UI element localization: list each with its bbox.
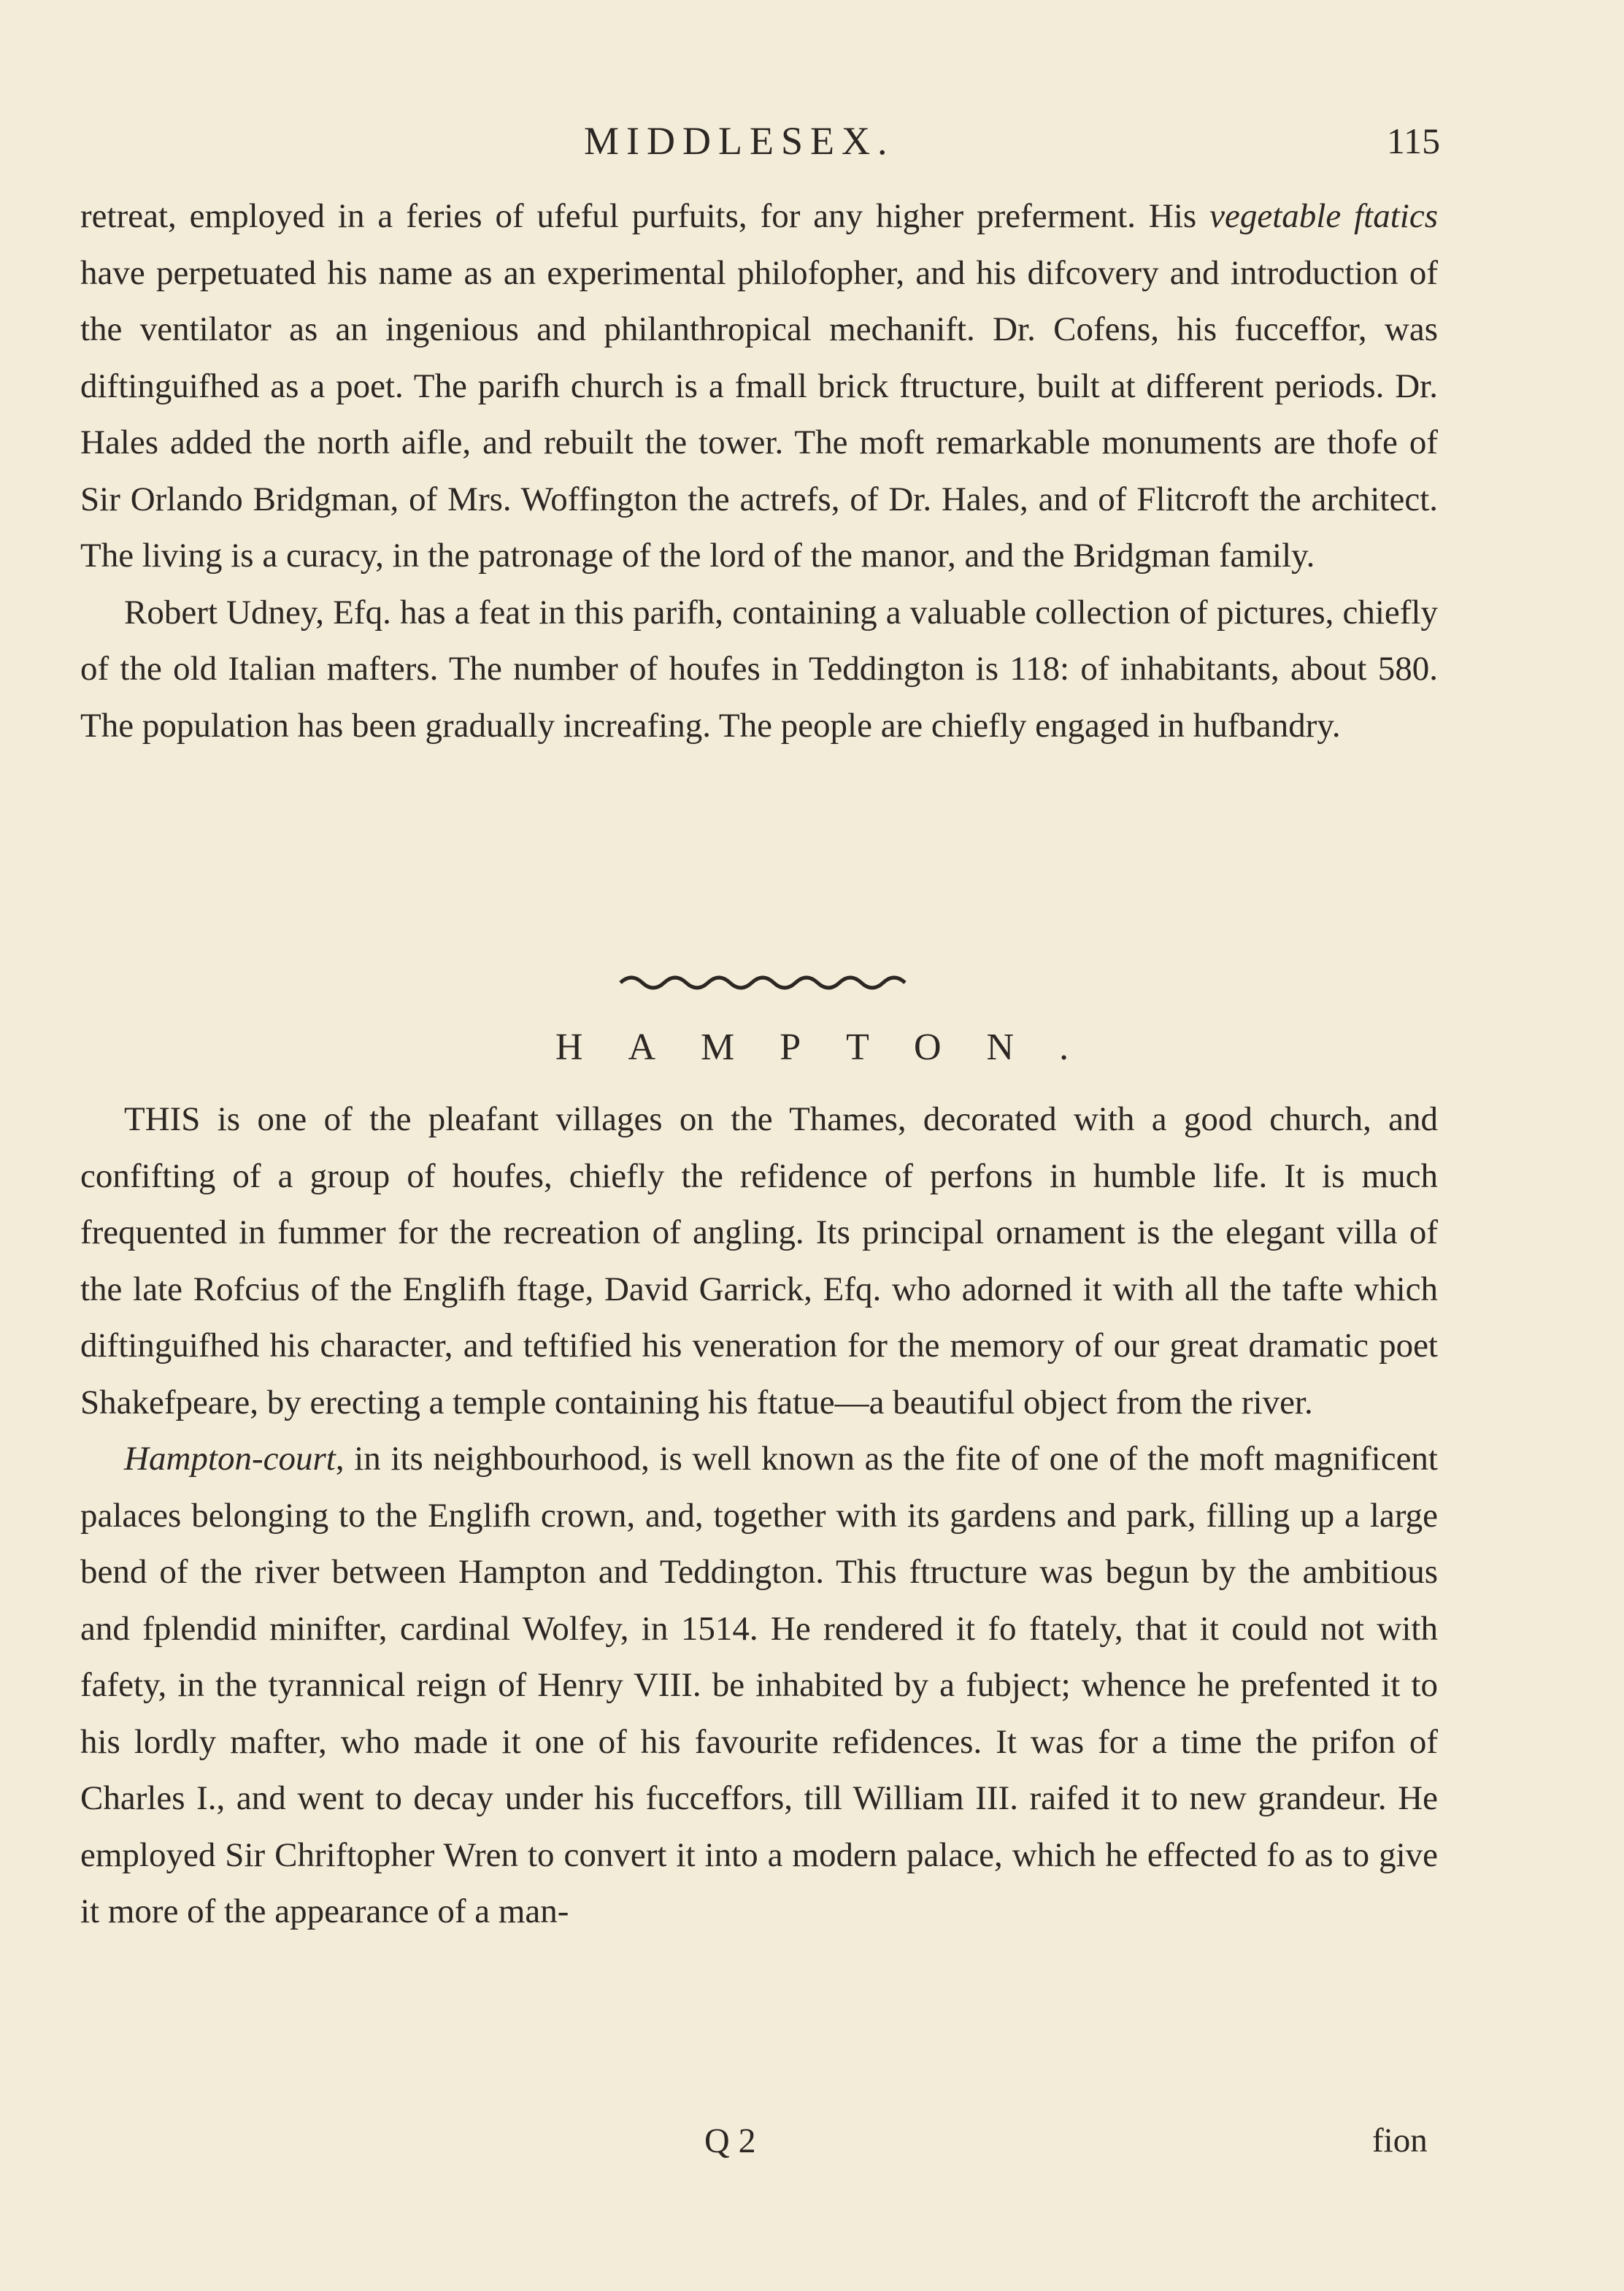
decorative-rule-ornament bbox=[617, 970, 909, 991]
catchword: fion bbox=[1372, 2122, 1428, 2160]
running-head bbox=[0, 118, 1624, 169]
paragraph-text: have perpetuated his name as an experimental philofopher, and his difcovery and introduction of the ventilator as an ingenious and philanthropical mechanift. Dr. Cofens, his fucceffor, was diftinguifhed as a poet. The parifh church is a fmall brick ftructure, built at different periods. Dr. Hales added the north aifle, and rebuilt the tower. The moft remarkable monuments are thofe of Sir Orlando Bridgman, of Mrs. Woffington the actrefs, of Dr. Hales, and of Flitcroft the architect. The living is a curacy, in the patronage of the lord of the manor, and the Bridgman family. bbox=[80, 253, 1438, 575]
page-footer bbox=[0, 2121, 1624, 2172]
section-title: HAMPTON. bbox=[555, 1026, 1115, 1068]
italic-title: vegetable ftatics bbox=[1209, 197, 1438, 235]
running-title: MIDDLESEX. bbox=[584, 119, 895, 163]
paragraph: Robert Udney, Efq. has a feat in this parifh, containing a valuable collection of pictures, chiefly of the old Italian mafters. The number of houfes in Teddington is 118: of inhabitants, about 580. The population has been gradually increafing. The people are chiefly engaged in hufbandry. bbox=[80, 593, 1438, 745]
page-number: 115 bbox=[1387, 120, 1441, 161]
paragraph bbox=[80, 188, 1438, 585]
signature-mark: Q 2 bbox=[704, 2122, 756, 2160]
section-teddington-continued bbox=[80, 188, 1438, 754]
paragraph-text: , in its neighbourhood, is well known as the fite of one of the moft magnificent palaces belonging to the Englifh crown, and, together with its gardens and park, filling up a large bend of the river between Hampton and Teddington. This ftructure was begun by the ambitious and fplendid minifter, cardinal Wolfey, in 1514. He rendered it fo ftately, that it could not with fafety, in the tyrannical reign of Henry VIII. be inhabited by a fubject; whence he prefented it to his lordly mafter, who made it one of his favourite refidences. It was for a time the prifon of Charles I., and went to decay under his fucceffors, till William III. raifed it to new grandeur. He employed Sir Chriftopher Wren to convert it into a modern palace, which he effected fo as to give it more of the appearance of a man- bbox=[80, 1440, 1438, 1930]
section-hampton bbox=[80, 1091, 1438, 1941]
paragraph-text: retreat, employed in a feries of ufeful purfuits, for any higher preferment. His bbox=[80, 197, 1210, 235]
paragraph: THIS is one of the pleafant villages on the Thames, decorated with a good church, and confifting of a group of houfes, chiefly the refidence of perfons in humble life. It is much frequented in fummer for the recreation of angling. Its principal ornament is the elegant villa of the late Rofcius of the Englifh ftage, David Garrick, Efq. who adorned it with all the tafte which diftinguifhed his character, and teftified his veneration for the memory of our great dramatic poet Shakefpeare, by erecting a temple containing his ftatue—a beautiful object from the river. bbox=[80, 1100, 1438, 1421]
italic-place-name: Hampton-court bbox=[124, 1440, 336, 1478]
paragraph bbox=[80, 1431, 1438, 1941]
